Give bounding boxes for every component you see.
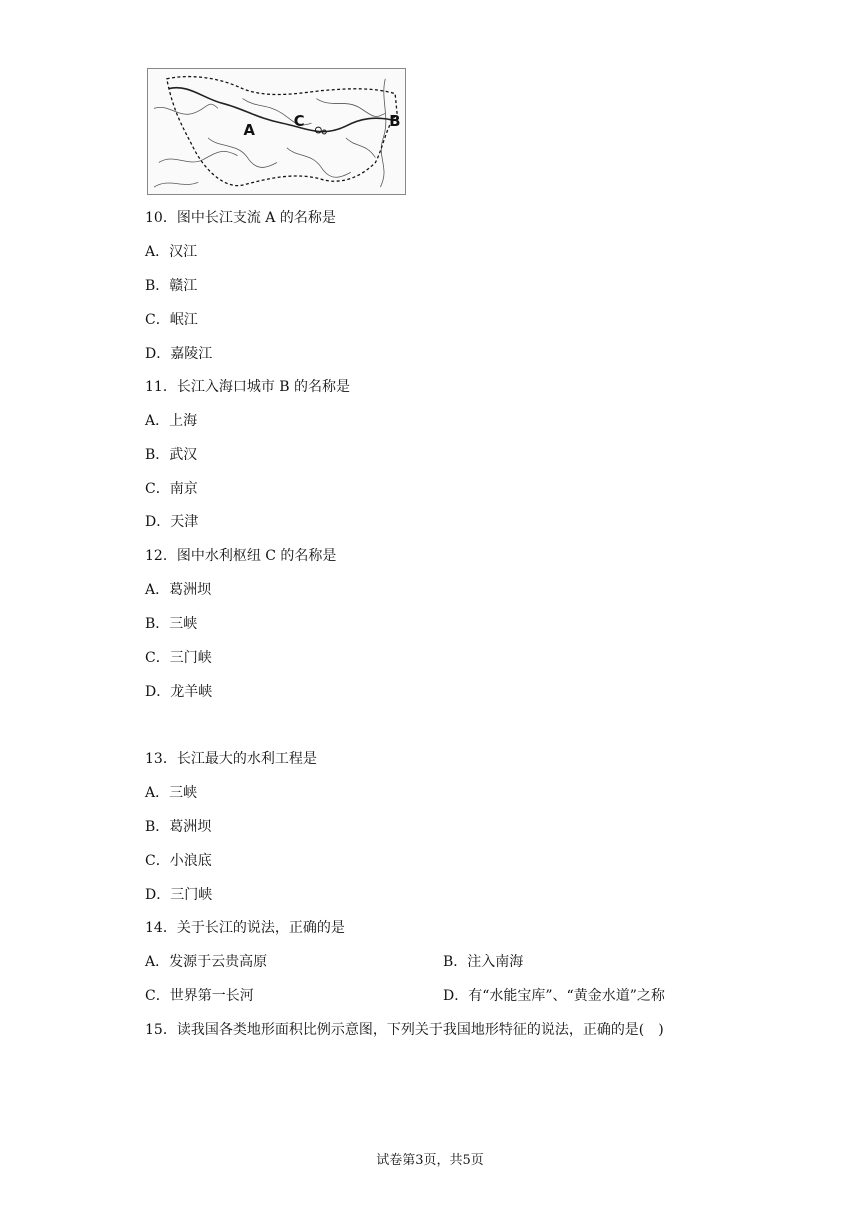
map-label-b: B: [389, 113, 401, 131]
question-10-stem: 10．图中长江支流 A 的名称是: [145, 210, 336, 226]
question-12-option-d[interactable]: D．龙羊峡: [145, 684, 213, 700]
question-14-option-d[interactable]: D．有“水能宝库”、“黄金水道”之称: [443, 988, 665, 1004]
question-14-option-a[interactable]: A．发源于云贵高原: [145, 954, 268, 970]
question-10-option-a[interactable]: A．汉江: [145, 244, 198, 260]
question-10-option-b[interactable]: B．赣江: [145, 278, 198, 294]
map-label-a: A: [243, 121, 255, 139]
question-11-option-b[interactable]: B．武汉: [145, 447, 198, 463]
question-15-stem: 15．读我国各类地形面积比例示意图，下列关于我国地形特征的说法，正确的是( ): [145, 1022, 664, 1038]
page-footer: 试卷第3页，共5页: [376, 1153, 484, 1168]
question-13-stem: 13．长江最大的水利工程是: [145, 751, 317, 767]
question-11-option-c[interactable]: C．南京: [145, 481, 198, 497]
question-11-option-d[interactable]: D．天津: [145, 514, 199, 530]
question-10-option-c[interactable]: C．岷江: [145, 312, 198, 328]
river-map-drawing: [148, 69, 405, 194]
question-13-option-b[interactable]: B．葛洲坝: [145, 819, 212, 835]
question-10-option-d[interactable]: D．嘉陵江: [145, 346, 213, 362]
question-12-option-b[interactable]: B．三峡: [145, 616, 198, 632]
question-12-option-c[interactable]: C．三门峡: [145, 650, 212, 666]
question-11-stem: 11．长江入海口城市 B 的名称是: [145, 379, 351, 395]
question-14-stem: 14．关于长江的说法，正确的是: [145, 920, 345, 936]
question-14-option-b[interactable]: B．注入南海: [443, 954, 524, 970]
question-11-option-a[interactable]: A．上海: [145, 413, 198, 429]
map-label-c: C: [293, 113, 305, 131]
question-13-option-c[interactable]: C．小浪底: [145, 853, 212, 869]
yangtze-river-map: [147, 68, 406, 195]
question-12-option-a[interactable]: A．葛洲坝: [145, 582, 212, 598]
question-13-option-d[interactable]: D．三门峡: [145, 887, 213, 903]
question-14-option-c[interactable]: C．世界第一长河: [145, 988, 254, 1004]
question-13-option-a[interactable]: A．三峡: [145, 785, 198, 801]
question-12-stem: 12．图中水利枢纽 C 的名称是: [145, 548, 337, 564]
